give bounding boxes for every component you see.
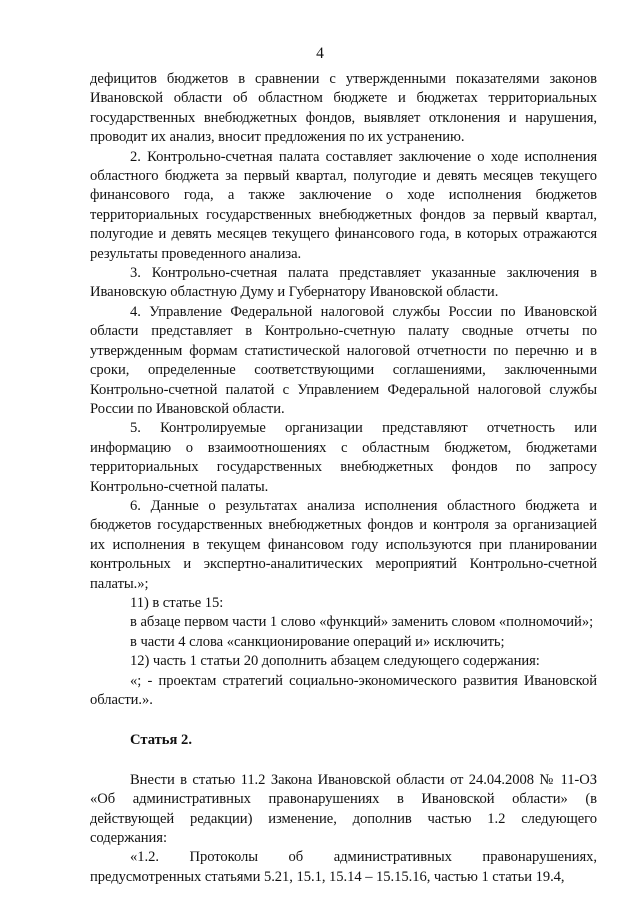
paragraph-2: 2. Контрольно-счетная палата составляет заключение о ходе исполнения областного бюджета за первый квартал, полугодие и девять месяцев текущего финансового года, а также заключение о ходе исполнения бюджетов территориальных государственных внебюджетных фондов за первый квартал, полугодие и девять месяцев текущего финансового года, в которых отражаются результаты проведенного анализа.	[90, 148, 597, 262]
paragraph-9: в части 4 слова «санкционирование операций и» исключить;	[130, 633, 505, 650]
page-number: 4	[316, 45, 324, 62]
document-body	[90, 70, 597, 887]
paragraph-8: в абзаце первом части 1 слово «функций» заменить словом «полномочий»;	[130, 614, 594, 631]
paragraph-11: «; - проектам стратегий социально-экономического развития Ивановской области.».	[90, 672, 597, 708]
article-paragraph-1: Внести в статью 11.2 Закона Ивановской области от 24.04.2008 № 11-ОЗ «Об административных правонарушениях в Ивановской области» (в действующей редакции) изменение, дополнив частью 1.2 следующего содержания:	[90, 771, 597, 847]
article-heading: Статья 2.	[130, 732, 192, 749]
paragraph-3: 3. Контрольно-счетная палата представляет указанные заключения в Ивановскую областную Думу и Губернатору Ивановской области.	[90, 265, 597, 301]
paragraph-6: 6. Данные о результатах анализа исполнения областного бюджета и бюджетов государственных внебюджетных фондов и контроля за организацией их исполнения в текущем финансовом году используются при планировании контрольных и экспертно-аналитических мероприятий Контрольно-счетной палаты.»;	[90, 497, 597, 592]
paragraph-4: 4. Управление Федеральной налоговой службы России по Ивановской области представляет в Контрольно-счетную палату сводные отчеты по утвержденным формам статистической налоговой отчетности по перечню и в сроки, определенные соответствующими соглашениями, заключенными Контрольно-счетной палатой с Управлением Федеральной налоговой службы России по Ивановской области.	[90, 303, 597, 417]
paragraph-10: 12) часть 1 статьи 20 дополнить абзацем следующего содержания:	[130, 653, 540, 670]
paragraph-7: 11) в статье 15:	[130, 594, 224, 611]
paragraph-5: 5. Контролируемые организации представляют отчетность или информацию о взаимоотношениях с областным бюджетом, бюджетами территориальных государственных внебюджетных фондов по запросу Контрольно-счетной палаты.	[90, 420, 597, 495]
article-paragraph-2: «1.2. Протоколы об административных правонарушениях, предусмотренных статьями 5.21, 15.1, 15.14 – 15.15.16, частью 1 статьи 19.4,	[90, 849, 597, 885]
paragraph-1: дефицитов бюджетов в сравнении с утвержденными показателями законов Ивановской области об областном бюджете и бюджетах территориальных государственных внебюджетных фондов, выявляет отклонения и нарушения, проводит их анализ, вносит предложения по их устранению.	[90, 71, 597, 146]
